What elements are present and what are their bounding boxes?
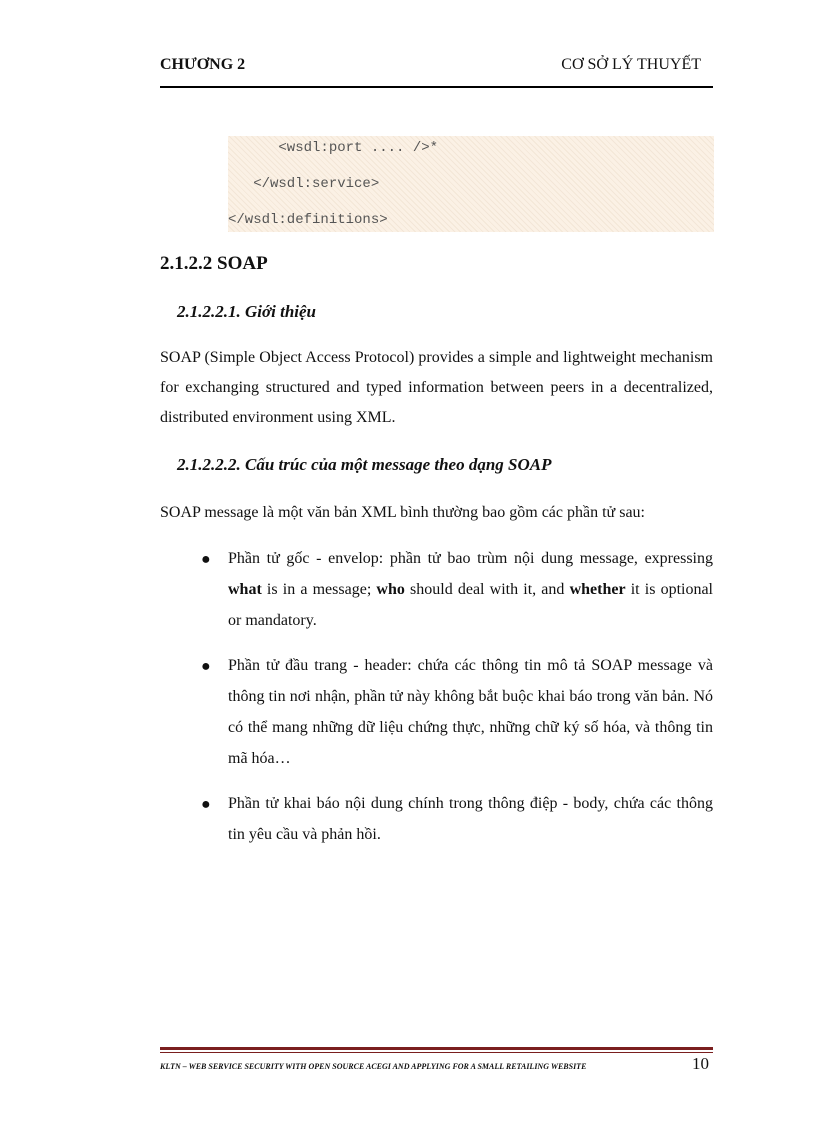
page-header bbox=[160, 56, 713, 84]
section-label: CƠ SỞ LÝ THUYẾT bbox=[561, 56, 701, 73]
structure-paragraph: SOAP message là một văn bản XML bình thường bao gồm các phần tử sau: bbox=[160, 504, 645, 521]
list-item-header: Phần tử đầu trang - header: chứa các thông tin mô tả SOAP message và thông tin nơi nhận, phần tử này không bắt buộc khai báo trong văn bản. Nó có thể mang những dữ liệu chứng thực, những chữ ký số hóa, và thông tin mã hóa… bbox=[228, 657, 713, 767]
list-item-envelope: Phần tử gốc - envelop: phần tử bao trùm nội dung message, expressing what is in a message; who should deal with it, and whether it is optional or mandatory. bbox=[228, 550, 714, 629]
subsection-heading-structure: 2.1.2.2.2. Cấu trúc của một message theo dạng SOAP bbox=[177, 455, 552, 474]
section-heading-soap: 2.1.2.2 SOAP bbox=[160, 253, 268, 274]
footer-title: KLTN – WEB SERVICE SECURITY WITH OPEN SOURCE ACEGI AND APPLYING FOR A SMALL RETAILING WEBSITE bbox=[160, 1062, 587, 1071]
intro-paragraph: SOAP (Simple Object Access Protocol) provides a simple and lightweight mechanism for exchanging structured and typed information between peers in a decentralized, distributed environment using XML. bbox=[160, 349, 713, 426]
code-line: <wsdl:port .... />* bbox=[228, 140, 439, 156]
bullet-icon: ● bbox=[201, 551, 211, 568]
list-item-body: Phần tử khai báo nội dung chính trong thông điệp - body, chứa các thông tin yêu cầu và phản hồi. bbox=[228, 795, 713, 843]
code-line: </wsdl:service> bbox=[228, 176, 380, 192]
bullet-icon: ● bbox=[201, 658, 211, 675]
code-line: </wsdl:definitions> bbox=[228, 212, 388, 228]
page-number: 10 bbox=[692, 1054, 709, 1073]
bullet-icon: ● bbox=[201, 796, 211, 813]
subsection-heading-intro: 2.1.2.2.1. Giới thiệu bbox=[177, 302, 316, 321]
footer-divider-thin bbox=[160, 1052, 713, 1053]
header-divider bbox=[160, 86, 713, 88]
chapter-label: CHƯƠNG 2 bbox=[160, 56, 246, 73]
code-block bbox=[228, 136, 714, 232]
footer-divider bbox=[160, 1047, 713, 1050]
